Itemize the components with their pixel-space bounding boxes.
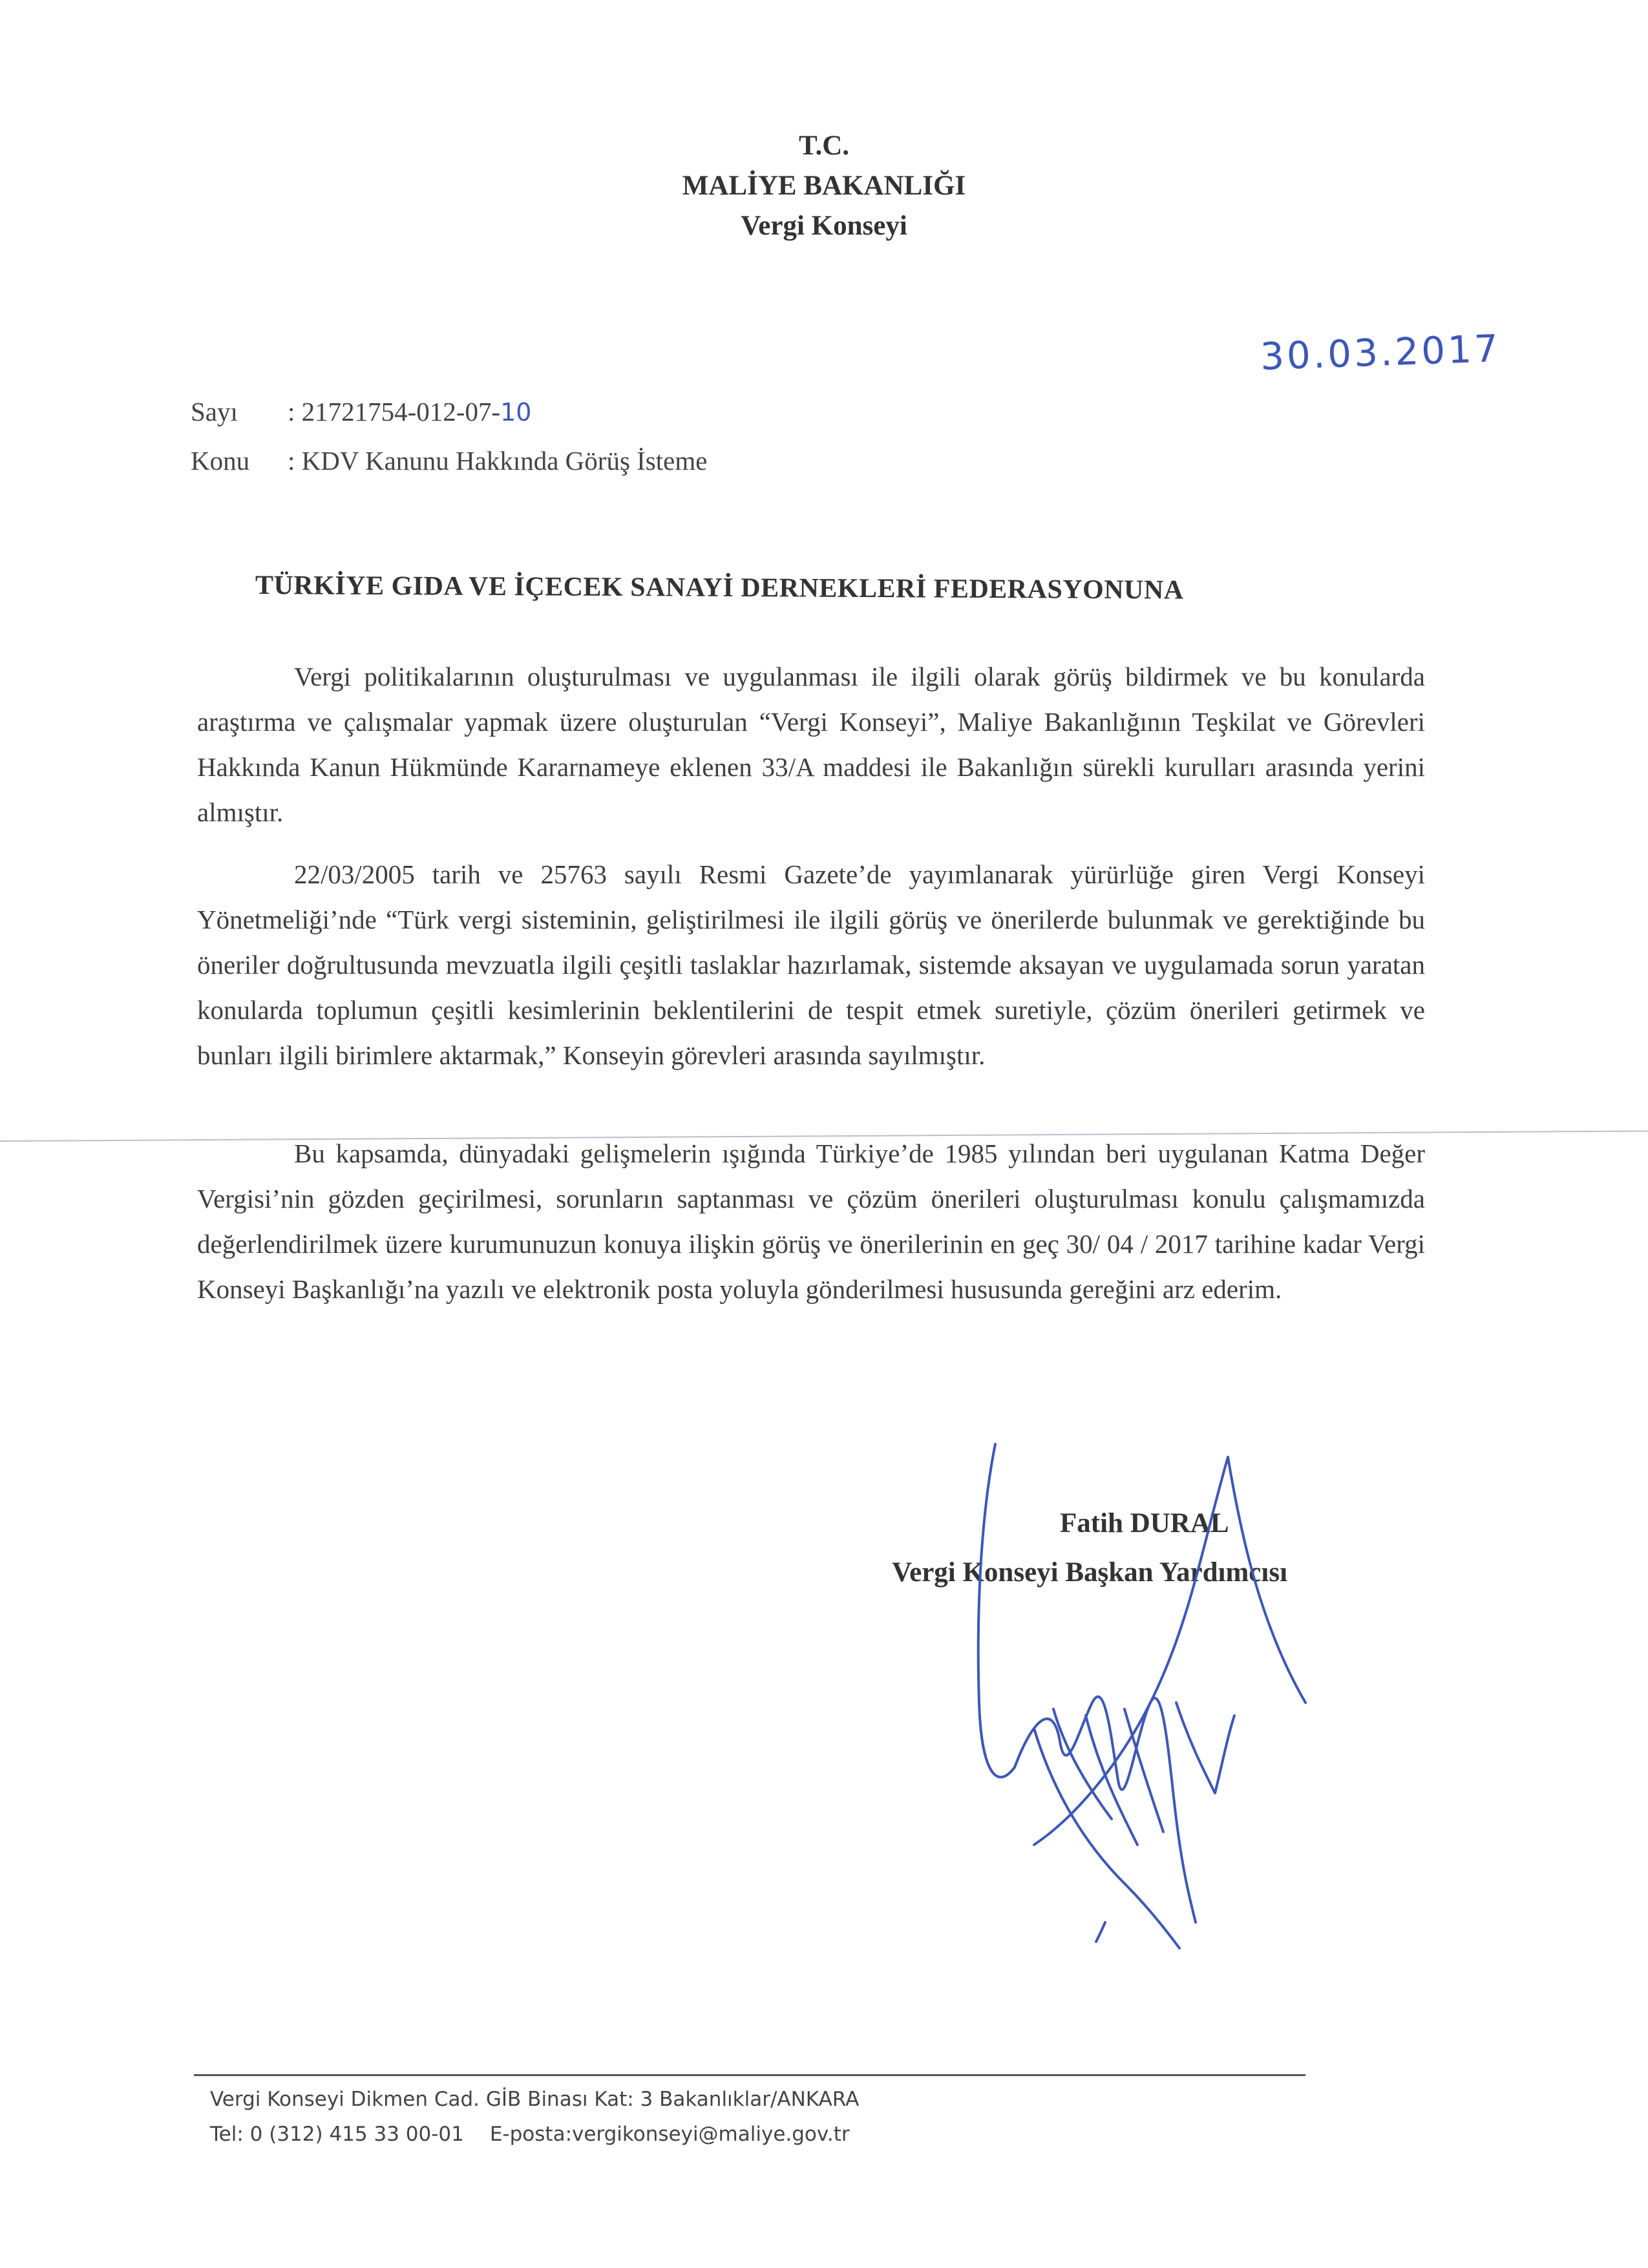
footer-divider (194, 2074, 1305, 2076)
footer-address: Vergi Konseyi Dikmen Cad. GİB Binası Kat: 3 Bakanlıklar/ANKARA (210, 2088, 860, 2111)
sayi-label: Sayı (191, 397, 238, 426)
sayi-row (191, 388, 707, 437)
body-paragraph-2: 22/03/2005 tarih ve 25763 sayılı Resmi Gazete’de yayımlanarak yürürlüğe giren Vergi Konseyi Yönetmeliği’nde “Türk vergi sisteminin, geliştirilmesi ile ilgili görüş ve önerilerde bulunmak ve gerektiğinde bu öneriler doğrultusunda mevzuatla ilgili çeşitli taslaklar hazırlamak, sistemde aksayan ve uygulamada sorun yaratan konularda toplumun çeşitli kesimlerinin beklentilerini de tespit etmek suretiyle, çözüm önerileri getirmek ve bunları ilgili birimlere aktarmak,” Konseyin görevleri arasında sayılmıştır. (197, 859, 1425, 1070)
letterhead (0, 126, 1648, 246)
signer-title: Vergi Konseyi Başkan Yardımcısı (892, 1557, 1288, 1588)
konu-label: Konu (191, 446, 250, 476)
body-paragraph-3: Bu kapsamda, dünyadaki gelişmelerin ışığında Türkiye’de 1985 yılından beri uygulanan Katma Değer Vergisi’nin gözden geçirilmesi, sorunların saptanması ve çözüm önerileri oluşturulması konulu çalışmamızda değerlendirilmek üzere kurumunuzun konuya ilişkin görüş ve önerilerinin en geç 30/ 04 / 2017 tarihine kadar Vergi Konseyi Başkanlığı’na yazılı ve elektronik posta yoluyla gönderilmesi hususunda gereğini arz ederim. (197, 1139, 1425, 1304)
handwritten-date: 30.03.2017 (1259, 326, 1502, 379)
signer-name: Fatih DURAL (1060, 1508, 1229, 1538)
body-paragraph-1: Vergi politikalarının oluşturulması ve uygulanması ile ilgili olarak görüş bildirmek ve bu konularda araştırma ve çalışmalar yapmak üzere oluşturulan “Vergi Konseyi”, Maliye Bakanlığının Teşkilat ve Görevleri Hakkında Kanun Hükmünde Kararnameye eklenen 33/A maddesi ile Bakanlığın sürekli kurulları arasında yerini almıştır. (197, 662, 1425, 827)
letterhead-department: Vergi Konseyi (741, 211, 907, 241)
letterhead-ministry: MALİYE BAKANLIĞI (682, 171, 966, 201)
reference-block (191, 388, 707, 485)
footer-contact (210, 2117, 859, 2152)
footer (210, 2082, 859, 2152)
sayi-handwritten-number: 10 (500, 398, 532, 426)
footer-phone: Tel: 0 (312) 415 33 00-01 (210, 2123, 464, 2146)
letterhead-republic: T.C. (798, 131, 850, 161)
konu-value: : KDV Kanunu Hakkında Görüş İsteme (288, 446, 708, 476)
footer-email: E-posta:vergikonseyi@maliye.gov.tr (489, 2123, 850, 2146)
recipient-heading: TÜRKİYE GIDA VE İÇECEK SANAYİ DERNEKLERİ FEDERASYONUNA (255, 571, 1184, 605)
handwritten-signature (956, 1431, 1344, 1961)
sayi-value: : 21721754-012-07- (288, 397, 501, 426)
konu-row (191, 437, 707, 485)
